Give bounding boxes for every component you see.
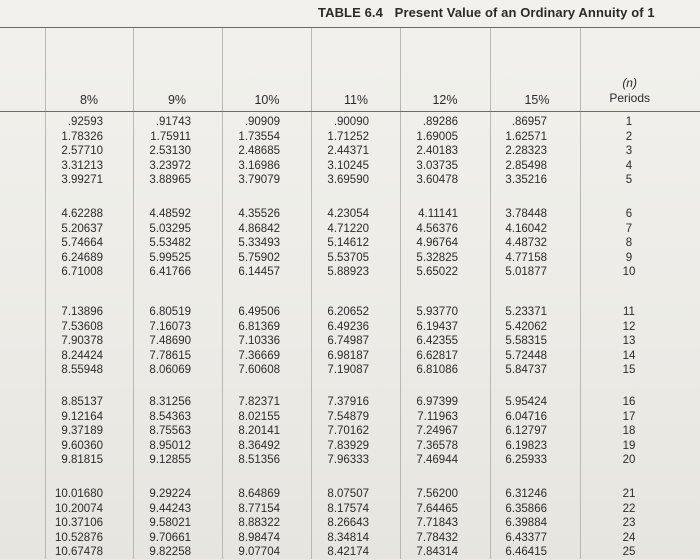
column-header-15: 15%	[524, 93, 550, 107]
column-header-9: 9%	[167, 93, 187, 107]
table-cell: 1.69005	[416, 130, 458, 143]
table-cell: 9.29224	[149, 488, 191, 500]
period-number: 6	[625, 208, 633, 220]
periods-n-label: (n)	[622, 76, 637, 90]
table-cell: 5.23371	[505, 306, 547, 318]
table-cell: 1.78326	[61, 130, 103, 143]
table-cell: 3.99271	[61, 174, 103, 186]
table-cell: 6.97399	[416, 396, 458, 408]
table-cell: 6.43377	[505, 531, 547, 544]
table-cell: 7.36578	[416, 439, 458, 452]
table-cell: 6.35866	[505, 502, 547, 515]
table-cell: 8.07507	[327, 488, 369, 500]
table-cell: 8.54363	[149, 410, 191, 423]
period-number: 19	[622, 439, 636, 452]
table-cell: 3.78448	[505, 208, 547, 220]
table-cell: 7.36669	[238, 349, 280, 362]
column-divider	[133, 28, 134, 559]
table-cell: 10.20074	[55, 502, 103, 515]
period-number: 23	[622, 517, 636, 529]
table-cell: 3.79079	[238, 174, 280, 186]
table-cell: 8.24424	[61, 349, 103, 362]
table-cell: 2.28323	[505, 145, 547, 157]
period-number: 8	[625, 237, 633, 249]
table-cell: 3.31213	[61, 159, 103, 172]
table-cell: 3.16986	[238, 159, 280, 172]
table-cell: 2.44371	[327, 145, 369, 157]
table-cell: 5.93770	[416, 306, 458, 318]
table-cell: 4.48592	[149, 208, 191, 220]
period-number: 16	[622, 396, 636, 408]
table-cell: 10.52876	[55, 531, 103, 544]
table-cell: 6.46415	[505, 546, 547, 558]
table-cell: 3.88965	[149, 174, 191, 186]
table-cell: 4.71220	[327, 222, 369, 235]
table-cell: 6.81369	[238, 320, 280, 333]
table-cell: 7.10336	[238, 335, 280, 347]
table-cell: .86957	[511, 116, 547, 128]
table-cell: 5.14612	[327, 237, 369, 249]
table-cell: 2.53130	[149, 145, 191, 157]
table-cell: 5.53482	[149, 237, 191, 249]
table-cell: 10.37106	[55, 517, 103, 529]
table-cell: 9.37189	[61, 425, 103, 437]
table-cell: 5.03295	[149, 222, 191, 235]
period-number: 14	[622, 349, 636, 362]
period-number: 22	[622, 502, 636, 515]
table-cell: 3.35216	[505, 174, 547, 186]
table-cell: 7.37916	[327, 396, 369, 408]
table-cell: 7.96333	[327, 454, 369, 466]
column-divider	[400, 28, 401, 559]
table-cell: 7.90378	[61, 335, 103, 347]
table-cell: 2.57710	[61, 145, 103, 157]
table-cell: 9.82258	[149, 546, 191, 558]
table-cell: 5.20637	[61, 222, 103, 235]
table-cell: 8.88322	[238, 517, 280, 529]
period-number: 18	[622, 425, 636, 437]
period-number: 2	[625, 130, 633, 143]
table-cell: 8.34814	[327, 531, 369, 544]
period-number: 9	[625, 251, 633, 264]
table-cell: 6.25933	[505, 454, 547, 466]
table-cell: 7.46944	[416, 454, 458, 466]
table-cell: 3.10245	[327, 159, 369, 172]
table-cell: .90090	[333, 116, 369, 128]
table-cell: 5.74664	[61, 237, 103, 249]
table-cell: 8.55948	[61, 364, 103, 376]
table-cell: 7.56200	[416, 488, 458, 500]
table-cell: 7.78615	[149, 349, 191, 362]
table-number: TABLE 6.4	[318, 5, 383, 20]
column-divider	[580, 28, 581, 559]
table-cell: 5.65022	[416, 266, 458, 278]
table-cell: 9.07704	[238, 546, 280, 558]
table-cell: 9.12855	[149, 454, 191, 466]
table-cell: 7.16073	[149, 320, 191, 333]
table-cell: 8.42174	[327, 546, 369, 558]
table-cell: 7.64465	[416, 502, 458, 515]
table-cell: 6.19437	[416, 320, 458, 333]
table-cell: 4.96764	[416, 237, 458, 249]
table-cell: .92593	[67, 116, 103, 128]
table-cell: 5.95424	[505, 396, 547, 408]
table-cell: 8.06069	[149, 364, 191, 376]
table-cell: 9.58021	[149, 517, 191, 529]
table-cell: 6.12797	[505, 425, 547, 437]
period-number: 1	[625, 116, 633, 128]
table-cell: 6.49236	[327, 320, 369, 333]
table-cell: 1.62571	[505, 130, 547, 143]
table-cell: 7.60608	[238, 364, 280, 376]
table-cell: 6.04716	[505, 410, 547, 423]
table-cell: 4.56376	[416, 222, 458, 235]
period-number: 25	[622, 546, 636, 558]
period-number: 5	[625, 174, 633, 186]
column-divider	[490, 28, 491, 559]
table-cell: 5.33493	[238, 237, 280, 249]
column-header-8: 8%	[79, 93, 99, 107]
table-cell: 8.36492	[238, 439, 280, 452]
table-cell: 8.64869	[238, 488, 280, 500]
period-number: 3	[625, 145, 633, 157]
table-cell: 7.48690	[149, 335, 191, 347]
table-cell: 5.58315	[505, 335, 547, 347]
table-cell: 9.70661	[149, 531, 191, 544]
table-cell: 6.31246	[505, 488, 547, 500]
table-title	[318, 5, 655, 20]
table-cell: 9.60360	[61, 439, 103, 452]
table-cell: 4.23054	[327, 208, 369, 220]
period-number: 4	[625, 159, 633, 172]
table-cell: 2.85498	[505, 159, 547, 172]
table-cell: 5.99525	[149, 251, 191, 264]
table-cell: 4.77158	[505, 251, 547, 264]
table-cell: 1.75911	[150, 130, 191, 143]
table-cell: 7.78432	[416, 531, 458, 544]
table-cell: 10.01680	[55, 488, 103, 500]
table-cell: 8.51356	[238, 454, 280, 466]
table-cell: .91743	[155, 116, 191, 128]
table-cell: 8.17574	[327, 502, 369, 515]
period-number: 7	[625, 222, 633, 235]
table-cell: 7.83929	[327, 439, 369, 452]
period-number: 13	[622, 335, 636, 347]
column-header-10: 10%	[254, 93, 280, 107]
table-cell: 3.69590	[327, 174, 369, 186]
table-cell: 6.71008	[61, 266, 103, 278]
table-cell: 6.98187	[327, 349, 369, 362]
table-cell: 8.31256	[149, 396, 191, 408]
table-cell: 1.73554	[238, 130, 280, 143]
table-title-text: Present Value of an Ordinary Annuity of 1	[394, 5, 655, 20]
table-cell: 8.02155	[238, 410, 280, 423]
table-cell: 6.24689	[61, 251, 103, 264]
table-cell: 6.39884	[505, 517, 547, 529]
column-divider	[45, 28, 46, 559]
table-cell: 2.40183	[416, 145, 458, 157]
table-cell: 7.82371	[238, 396, 280, 408]
period-number: 12	[622, 320, 636, 333]
table-cell: 5.75902	[238, 251, 280, 264]
table-cell: 4.86842	[238, 222, 280, 235]
period-number: 24	[622, 531, 636, 544]
periods-label: Periods	[609, 91, 650, 105]
table-cell: 2.48685	[238, 145, 280, 157]
table-cell: 7.71843	[416, 517, 458, 529]
table-cell: 6.42355	[416, 335, 458, 347]
table-cell: 6.74987	[327, 335, 369, 347]
table-cell: 10.67478	[55, 546, 103, 558]
period-number: 11	[623, 306, 635, 318]
table-cell: 8.75563	[149, 425, 191, 437]
table-cell: 7.54879	[327, 410, 369, 423]
table-cell: 8.95012	[149, 439, 191, 452]
column-divider	[222, 28, 223, 559]
table-cell: 8.20141	[238, 425, 280, 437]
table-cell: 4.11141	[418, 208, 458, 220]
table-cell: 3.60478	[416, 174, 458, 186]
table-cell: 8.98474	[238, 531, 280, 544]
table-cell: 9.81815	[61, 454, 103, 466]
table-cell: 5.32825	[416, 251, 458, 264]
header-rule	[0, 111, 700, 112]
table-cell: 8.77154	[238, 502, 280, 515]
table-cell: 6.20652	[327, 306, 369, 318]
column-header-11: 11%	[343, 93, 369, 107]
table-cell: 4.62288	[61, 208, 103, 220]
table-cell: 4.48732	[505, 237, 547, 249]
table-cell: 3.23972	[149, 159, 191, 172]
period-number: 15	[622, 364, 636, 376]
table-cell: 4.16042	[505, 222, 547, 235]
column-header-12: 12%	[432, 93, 458, 107]
table-cell: .90909	[244, 116, 280, 128]
table-cell: 6.49506	[238, 306, 280, 318]
table-cell: 6.14457	[238, 266, 280, 278]
period-number: 17	[622, 410, 636, 423]
table-cell: 1.71252	[327, 130, 369, 143]
table-cell: 5.72448	[505, 349, 547, 362]
table-cell: 5.01877	[505, 266, 547, 278]
period-number: 21	[622, 488, 636, 500]
table-cell: 7.53608	[61, 320, 103, 333]
table-cell: 7.19087	[327, 364, 369, 376]
table-cell: 7.84314	[416, 546, 458, 558]
table-cell: 7.13896	[61, 306, 103, 318]
table-cell: 6.19823	[505, 439, 547, 452]
table-cell: 3.03735	[416, 159, 458, 172]
table-cell: 8.26643	[327, 517, 369, 529]
table-cell: 6.41766	[149, 266, 191, 278]
column-divider	[311, 28, 312, 559]
period-number: 20	[622, 454, 636, 466]
table-cell: 6.80519	[149, 306, 191, 318]
table-cell: 8.85137	[61, 396, 103, 408]
table-cell: 7.70162	[327, 425, 369, 437]
table-cell: 5.53705	[327, 251, 369, 264]
table-cell: 6.62817	[416, 349, 458, 362]
table-cell: 7.24967	[416, 425, 458, 437]
title-rule	[0, 27, 700, 28]
table-cell: 5.84737	[505, 364, 547, 376]
periods-header	[609, 76, 650, 106]
table-cell: 5.42062	[505, 320, 547, 333]
table-cell: .89286	[422, 116, 458, 128]
table-cell: 7.11963	[417, 410, 458, 423]
table-cell: 9.12164	[61, 410, 103, 423]
table-cell: 4.35526	[238, 208, 280, 220]
period-number: 10	[622, 266, 636, 278]
table-cell: 9.44243	[149, 502, 191, 515]
table-cell: 6.81086	[416, 364, 458, 376]
table-cell: 5.88923	[327, 266, 369, 278]
